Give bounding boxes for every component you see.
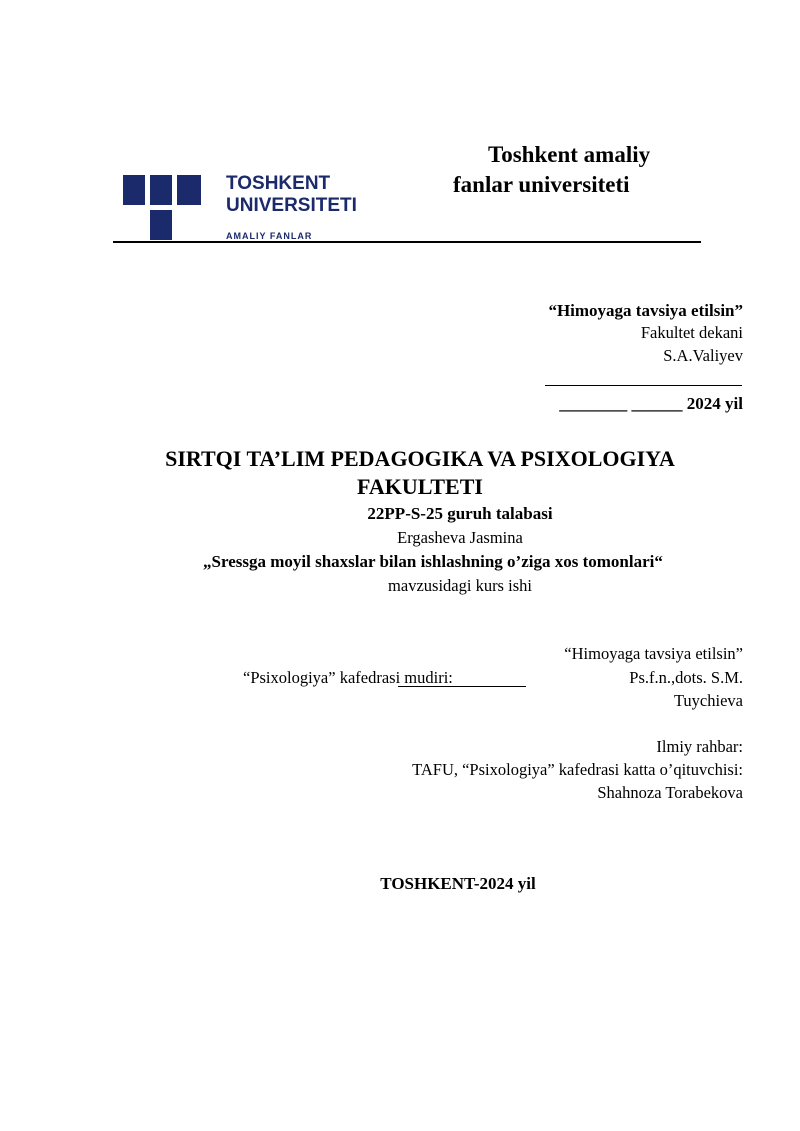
logo-text-line1: TOSHKENT: [226, 173, 331, 194]
logo-square-2: [150, 175, 172, 205]
signature-line: [545, 385, 742, 386]
approval-role: Fakultet dekani: [640, 323, 743, 342]
university-name-line2: fanlar universiteti: [453, 172, 630, 197]
student-group: 22PP-S-25 guruh talabasi: [367, 504, 553, 523]
dept-head-name-line2: Tuychieva: [673, 691, 743, 710]
faculty-name-line2: FAKULTETI: [357, 474, 483, 499]
logo-text-line2: UNIVERSITETI: [226, 195, 357, 216]
work-topic: „Sressga moyil shaxslar bilan ishlashning o’ziga xos tomonlari“: [203, 552, 663, 571]
logo-square-1: [123, 175, 145, 205]
student-name: Ergasheva Jasmina: [397, 528, 523, 547]
dept-signature-line: [398, 686, 526, 687]
header-divider: [113, 241, 701, 243]
work-type: mavzusidagi kurs ishi: [388, 576, 532, 595]
approval-title: “Himoyaga tavsiya etilsin”: [548, 301, 743, 320]
faculty-name-line1: SIRTQI TA’LIM PEDAGOGIKA VA PSIXOLOGIYA: [165, 446, 675, 471]
advisor-label: Ilmiy rahbar:: [656, 737, 743, 756]
logo-subtitle: AMALIY FANLAR: [226, 231, 313, 241]
approval-date-line: ________ ______ 2024 yil: [559, 394, 743, 413]
dept-head-name-line1: Ps.f.n.,dots. S.M.: [629, 668, 743, 687]
logo-square-4: [150, 210, 172, 240]
logo-square-3: [177, 175, 201, 205]
dept-head-label: “Psixologiya” kafedrasi mudiri:: [243, 668, 453, 687]
city-year: TOSHKENT-2024 yil: [380, 874, 536, 893]
university-name-line1: Toshkent amaliy: [488, 142, 651, 167]
dept-approval-title: “Himoyaga tavsiya etilsin”: [564, 644, 743, 663]
approval-name: S.A.Valiyev: [663, 346, 743, 365]
advisor-name: Shahnoza Torabekova: [597, 783, 743, 802]
advisor-position: TAFU, “Psixologiya” kafedrasi katta o’qituvchisi:: [412, 760, 743, 779]
